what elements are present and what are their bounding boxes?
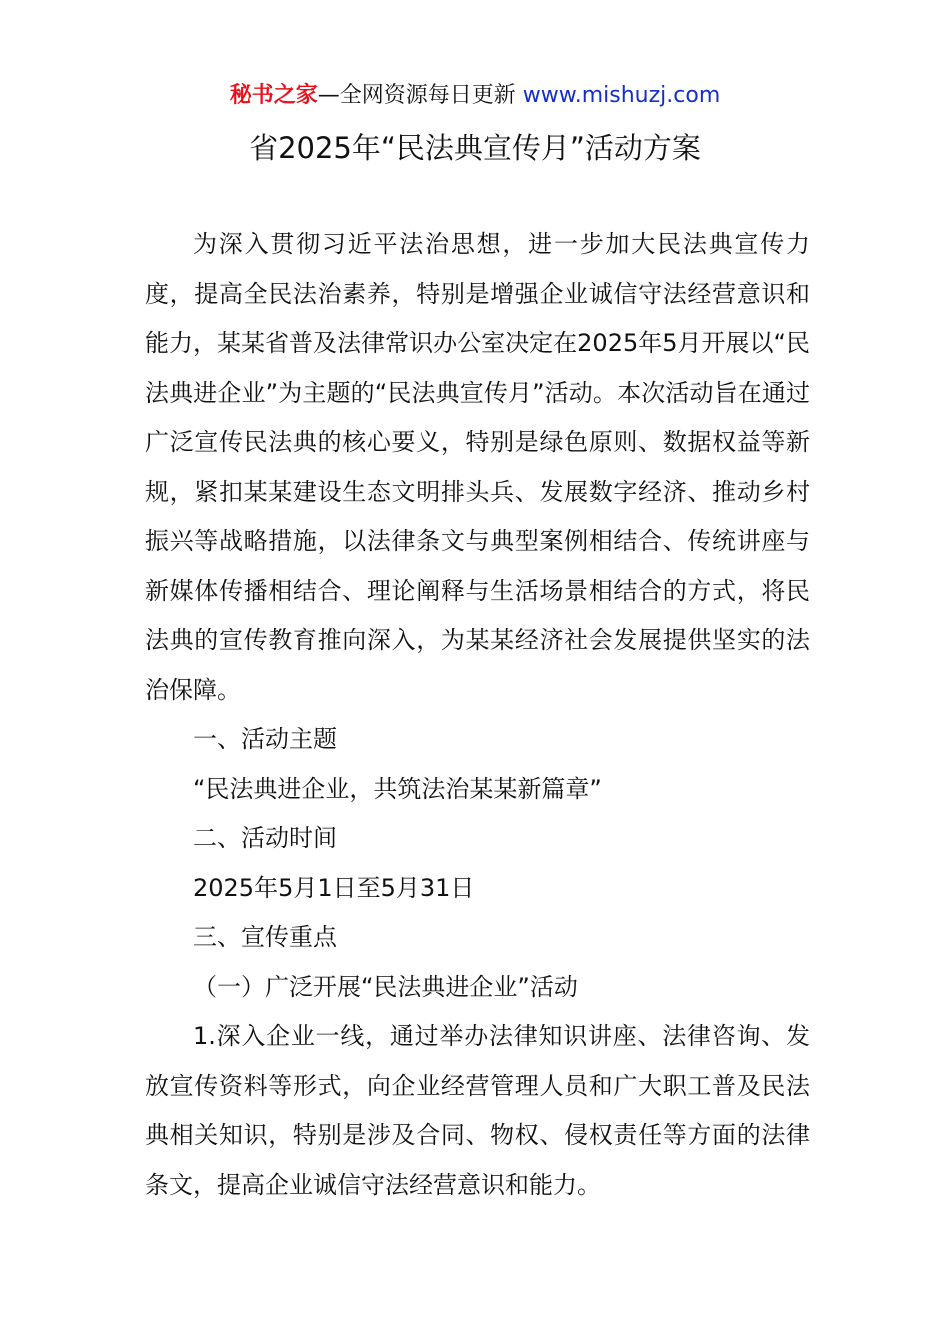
section-heading-theme: 一、活动主题 <box>193 725 337 753</box>
document-title: 省2025年“民法典宣传月”活动方案 <box>249 131 701 165</box>
site-slogan: —全网资源每日更新 <box>317 83 516 108</box>
list-item-paragraph: 1.深入企业一线，通过举办法律知识讲座、法律咨询、发放宣传资料等形式，向企业经营管理人员和广大职工普及民法典相关知识，特别是涉及合同、物权、侵权责任等方面的法律条文，提高企业诚信守法经营意识和能力。 <box>145 1022 810 1199</box>
section-heading-time: 二、活动时间 <box>193 824 337 852</box>
site-name: 秘书之家 <box>229 83 318 108</box>
section-heading-focus: 三、宣传重点 <box>193 923 337 951</box>
time-text: 2025年5月1日至5月31日 <box>193 873 475 902</box>
document-body <box>145 220 810 1210</box>
site-header <box>0 80 950 112</box>
site-url[interactable]: www.mishuzj.com <box>522 83 721 108</box>
theme-text: “民法典进企业，共筑法治某某新篇章” <box>193 774 602 803</box>
intro-paragraph: 为深入贯彻习近平法治思想，进一步加大民法典宣传力度，提高全民法治素养，特别是增强企业诚信守法经营意识和能力，某某省普及法律常识办公室决定在2025年5月开展以“民法典进企业”为主题的“民法典宣传月”活动。本次活动旨在通过广泛宣传民法典的核心要义，特别是绿色原则、数据权益等新规，紧扣某某建设生态文明排头兵、发展数字经济、推动乡村振兴等战略措施，以法律条文与典型案例相结合、传统讲座与新媒体传播相结合、理论阐释与生活场景相结合的方式，将民法典的宣传教育推向深入，为某某经济社会发展提供坚实的法治保障。 <box>145 230 810 704</box>
subsection-heading: （一）广泛开展“民法典进企业”活动 <box>193 972 578 1001</box>
